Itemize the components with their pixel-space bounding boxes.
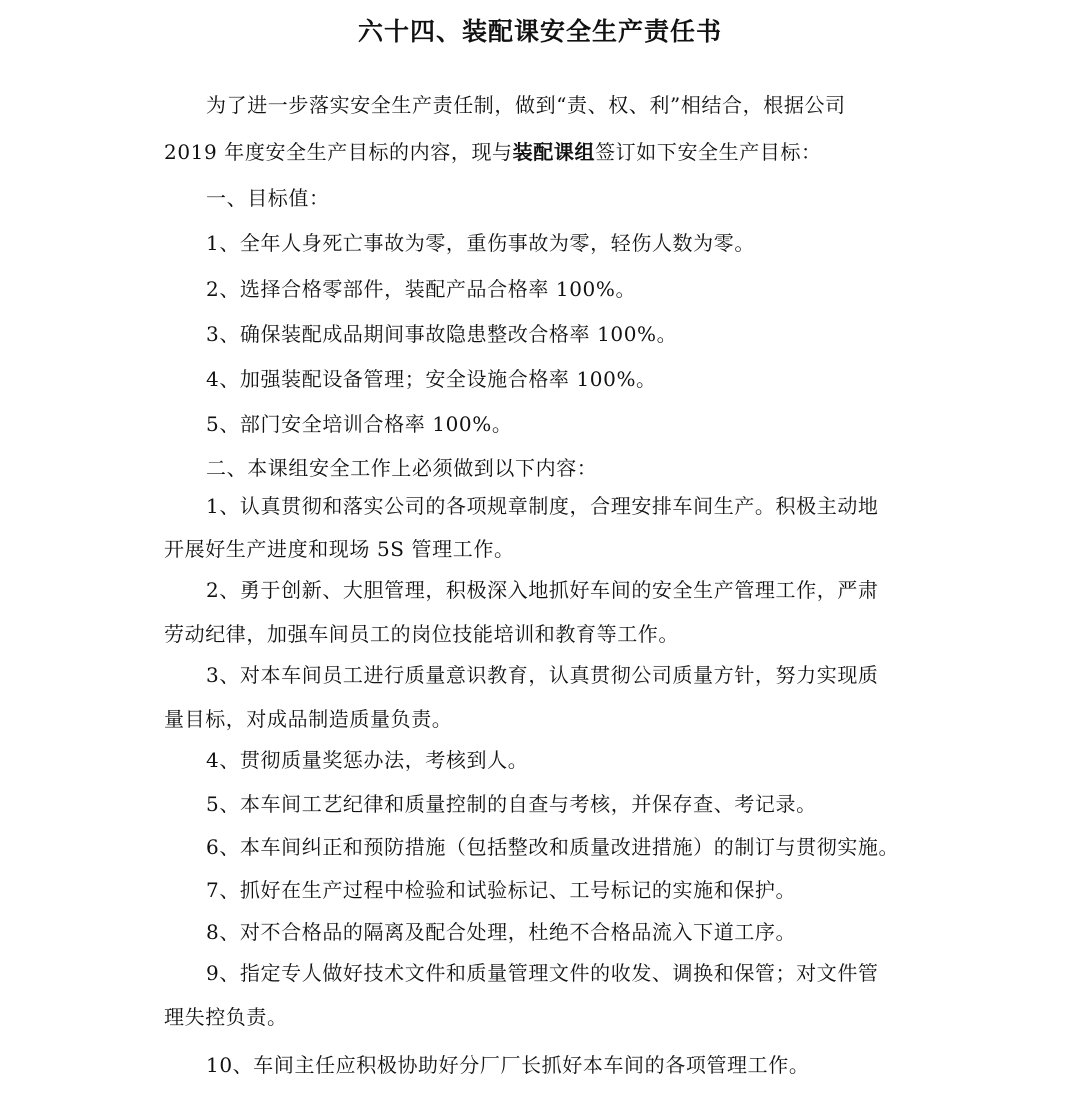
section2-item-4: 4、贯彻质量奖惩办法，考核到人。 — [206, 748, 529, 772]
section1-heading: 一、目标值： — [206, 186, 330, 210]
section1-item-5: 5、部门安全培训合格率 100%。 — [206, 412, 513, 436]
document-title: 六十四、装配课安全生产责任书 — [357, 17, 722, 46]
section2-item-1-line-2: 开展好生产进度和现场 5S 管理工作。 — [164, 537, 515, 561]
section2-item-3-line-1: 3、对本车间员工进行质量意识教育，认真贯彻公司质量方针，努力实现质 — [206, 663, 879, 687]
section2-item-2-line-2: 劳动纪律，加强车间员工的岗位技能培训和教育等工作。 — [164, 622, 679, 646]
section2-item-3-line-2: 量目标，对成品制造质量负责。 — [164, 707, 453, 731]
intro-line-2 — [164, 137, 822, 167]
section2-item-9-line-1: 9、指定专人做好技术文件和质量管理文件的收发、调换和保管；对文件管 — [206, 961, 879, 985]
section2-heading: 二、本课组安全工作上必须做到以下内容： — [206, 456, 598, 480]
section2-item-10: 10、车间主任应积极协助好分厂厂长抓好本车间的各项管理工作。 — [206, 1053, 810, 1077]
section2-item-5: 5、本车间工艺纪律和质量控制的自查与考核，并保存查、考记录。 — [206, 792, 817, 816]
intro-text-before: 2019 年度安全生产目标的内容，现与 — [164, 140, 513, 164]
section1-item-4: 4、加强装配设备管理；安全设施合格率 100%。 — [206, 367, 657, 391]
section1-item-3: 3、确保装配成品期间事故隐患整改合格率 100%。 — [206, 322, 678, 346]
intro-text-after: 签订如下安全生产目标： — [595, 140, 822, 164]
section2-item-1-line-1: 1、认真贯彻和落实公司的各项规章制度，合理安排车间生产。积极主动地 — [206, 494, 879, 518]
section2-item-6: 6、本车间纠正和预防措施（包括整改和质量改进措施）的制订与贯彻实施。 — [206, 835, 900, 859]
section2-item-9-line-2: 理失控负责。 — [164, 1005, 288, 1029]
section2-item-2-line-1: 2、勇于创新、大胆管理，积极深入地抓好车间的安全生产管理工作，严肃 — [206, 578, 879, 602]
intro-bold-team: 装配课组 — [512, 140, 596, 164]
section1-item-1: 1、全年人身死亡事故为零，重伤事故为零，轻伤人数为零。 — [206, 231, 755, 255]
section2-item-7: 7、抓好在生产过程中检验和试验标记、工号标记的实施和保护。 — [206, 878, 797, 902]
section2-item-8: 8、对不合格品的隔离及配合处理，杜绝不合格品流入下道工序。 — [206, 920, 797, 944]
section1-item-2: 2、选择合格零部件，装配产品合格率 100%。 — [206, 277, 637, 301]
intro-line-1: 为了进一步落实安全生产责任制，做到“责、权、利”相结合，根据公司 — [206, 93, 846, 117]
